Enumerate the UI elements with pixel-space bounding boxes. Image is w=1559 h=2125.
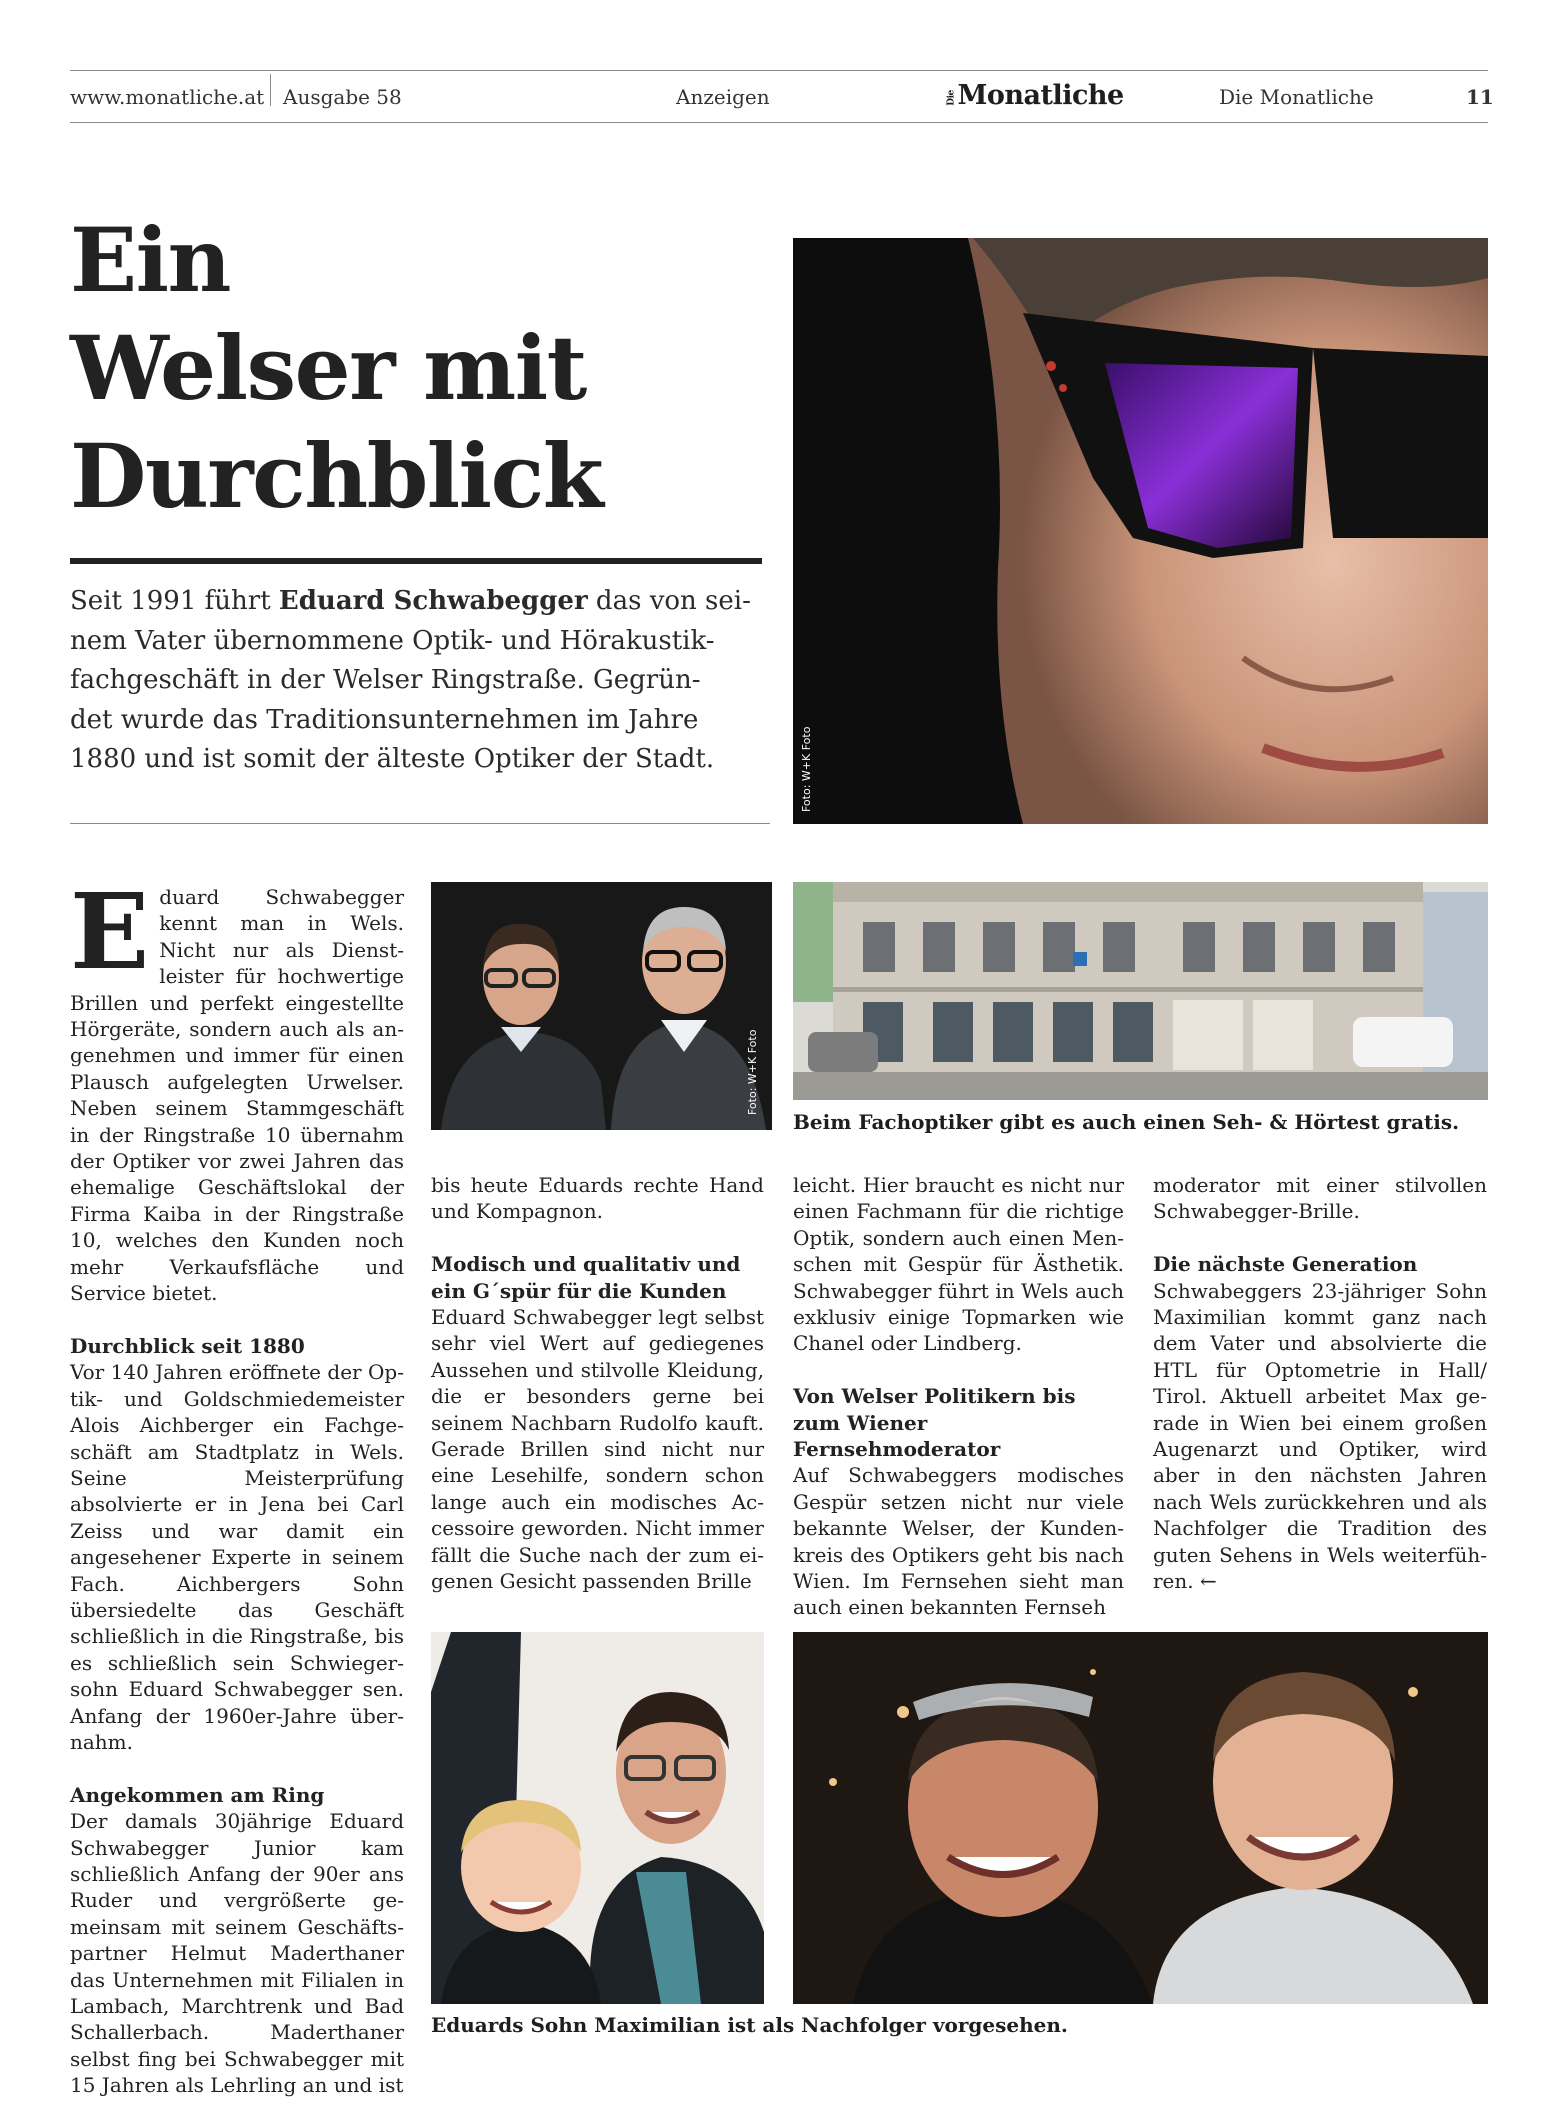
lead-line: fachgeschäft in der Welser Ringstraße. Gegrün-: [70, 665, 701, 695]
hero-photo-credit: Foto: W+K Foto: [800, 726, 813, 812]
duo-photo-credit: Foto: W+K Foto: [746, 1029, 759, 1115]
paragraph-col3-continued: leicht. Hier braucht es nicht nur einen Fachmann für die richtige Optik, sondern auch einen Menschen mit Gespür für Ästhetik. Schwabegger führt in Wels auch exklusiv einige Topmarken wie Chanel oder Lindberg.: [793, 1173, 1124, 1356]
article-column-3: [793, 1172, 1124, 1621]
headline-heavy-rule: [70, 558, 762, 564]
paragraph-intro: duard Schwabegger kennt man in Wels. Nicht nur als Dienstleister für hochwertige Brillen und perfekt eingestellte Hörgeräte, sondern auch als angenehmen und immer für einen Plausch aufgelegten Urwelser. Neben seinem Stammgeschäft in der Ringstraße 10 übernahm der Optiker vor zwei Jahren das ehemalige Geschäftslokal der Firma Kaiba in der Ringstraße 10, welches den Kunden noch mehr Verkaufsfläche und Service bietet.: [70, 885, 404, 1306]
lead-name: Eduard Schwabegger: [278, 586, 588, 616]
lead-text: Seit 1991 führt: [70, 586, 279, 616]
subheading-ring: Angekommen am Ring: [70, 1782, 325, 1807]
subheading-durchblick: Durchblick seit 1880: [70, 1333, 305, 1358]
subheading-generation: Die nächste Generation: [1153, 1252, 1418, 1277]
header-website[interactable]: www.monatliche.at: [70, 85, 265, 109]
header-logo: [944, 80, 1124, 111]
paragraph-col4-continued: moderator mit einer stilvollen Schwabegger-Brille.: [1153, 1173, 1487, 1224]
subheading-politik: Von Welser Politikern bis zum Wiener Fernsehmoderator: [793, 1384, 1076, 1462]
family-photo-left: [431, 1632, 764, 2004]
headline: [70, 206, 602, 530]
header-section: Anzeigen: [676, 85, 770, 109]
lead-text: das von sei-: [587, 586, 751, 616]
duo-photo: [431, 882, 772, 1130]
header-logo-word: Monatliche: [957, 80, 1124, 111]
subheading-modisch: Modisch und qualitativ und ein G´spür für die Kunden: [431, 1252, 741, 1303]
lead-line: det wurde das Traditionsunternehmen im Jahre: [70, 704, 699, 735]
family-photo-right: [793, 1632, 1488, 2004]
headline-line-2: Welser mit: [70, 316, 586, 420]
family-photo-caption: Eduards Sohn Maximilian ist als Nachfolger vorgesehen.: [431, 2013, 1068, 2037]
article-column-4: [1153, 1172, 1487, 1594]
header-logo-small: Die: [946, 90, 957, 106]
shop-photo: [793, 882, 1488, 1100]
headline-line-1: Ein: [70, 208, 230, 312]
paragraph-ring: Der damals 30jährige Eduard Schwabegger Junior kam schließlich Anfang der 90er ans Ruder und vergrößerte gemeinsam mit seinem Geschäftspartner Helmut Maderthaner das Unternehmen mit Filialen in Lambach, Marchtrenk und Bad Schallerbach. Maderthaner selbst fing bei Schwabegger mit 15 Jahren als Lehrling an und ist: [70, 1809, 404, 2098]
header-publication: Die Monatliche: [1219, 85, 1374, 109]
paragraph-generation: Schwabeggers 23-jähriger Sohn Maximilian kommt ganz nach dem Vater und absolvierte die HTL für Optometrie in Hall/ Tirol. Aktuell arbeitet Max gerade in Wien bei einem großen Augenarzt und Optiker, wird aber in den nächsten Jahren nach Wels zurückkehren und als Nachfolger die Tradition des guten Sehens in Wels weiterführen. ←: [1153, 1278, 1487, 1594]
hero-illustration: [793, 238, 1488, 824]
paragraph-durchblick: Vor 140 Jahren eröffnete der Optik- und Goldschmiedemeister Alois Aichberger ein Fachgeschäft am Stadtplatz in Wels. Seine Meisterprüfung absolvierte er in Jena bei Carl Zeiss und war damit ein angesehener Experte in seinem Fach. Aichbergers Sohn übersiedelte das Geschäft schließlich in die Ringstraße, bis es schließlich sein Schwiegersohn Eduard Schwabegger sen. Anfang der 1960er-Jahre übernahm.: [70, 1360, 404, 1754]
page-number: 11: [1466, 85, 1494, 109]
family-illustration-left: [431, 1632, 764, 2004]
hero-photo: [793, 238, 1488, 824]
lead-line: 1880 und ist somit der älteste Optiker der Stadt.: [70, 744, 715, 774]
header-top-rule: [70, 70, 1488, 71]
lead-paragraph: [70, 582, 770, 780]
article-column-1: [70, 870, 404, 2099]
family-illustration-right: [793, 1632, 1488, 2004]
headline-line-3: Durchblick: [70, 424, 603, 528]
shop-photo-caption: Beim Fachoptiker gibt es auch einen Seh- & Hörtest gratis.: [793, 1110, 1460, 1134]
paragraph-col2-continued: bis heute Eduards rechte Hand und Kompagnon.: [431, 1173, 764, 1224]
paragraph-politik: Auf Schwabeggers modisches Gespür setzen nicht nur viele bekannte Welser, der Kundenkreis des Optikers geht bis nach Wien. Im Fernsehen sieht man auch einen bekannten Fernseh: [793, 1463, 1124, 1620]
article-column-2: [431, 1172, 764, 1594]
header-bottom-rule: [70, 122, 1488, 123]
duo-illustration: [431, 882, 772, 1130]
paragraph-modisch: Eduard Schwabegger legt selbst sehr viel Wert auf gediegenes Aussehen und stilvolle Kleidung, die er besonders gerne bei seinem Nachbarn Rudolfo kauft. Gerade Brillen sind nicht nur eine Lesehilfe, sondern schon lange auch ein modisches Accessoire geworden. Nicht immer fällt die Suche nach der zum eigenen Gesicht passenden Brille: [431, 1305, 764, 1594]
shop-illustration: [793, 882, 1488, 1100]
dropcap: E: [70, 870, 150, 993]
lead-bottom-rule: [70, 823, 770, 824]
header-issue: Ausgabe 58: [283, 85, 402, 109]
lead-line: nem Vater übernommene Optik- und Hörakustik-: [70, 625, 715, 656]
header-separator: [270, 74, 271, 106]
